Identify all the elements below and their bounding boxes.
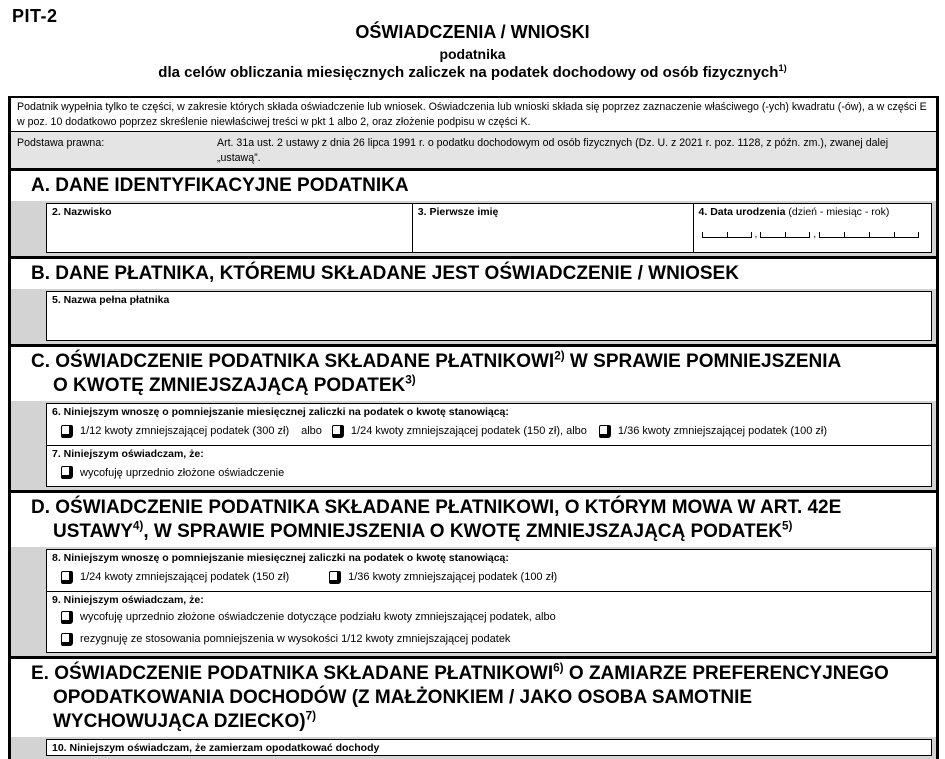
option-label-1-12: 1/12 kwoty zmniejszającej podatek (300 zł) (80, 425, 290, 438)
date-separator: , (813, 228, 817, 240)
form-code: PIT-2 (12, 6, 58, 26)
legal-basis-label: Podstawa prawna: (17, 137, 105, 149)
filling-instructions: Podatnik wypełnia tylko te części, w zakresie których składa oświadczenie lub wniosek. Oświadczenia lub wnioski składa się poprzez zaznaczenie właściwego (-ych) kwadratu (-ów), a w części E w poz. 10 dodatkowo poprzez skreślenie niewłaściwej treści w pkt 1 albo 2, oraz złożenie podpisu w części K. (11, 96, 936, 131)
checkbox-1-36-amount[interactable] (599, 425, 611, 438)
form-masthead (0, 0, 945, 96)
footnote-ref-1: 1) (778, 63, 787, 73)
section-b-body (11, 289, 936, 344)
field-9-label: 9. Niniejszym oświadczam, że: (52, 593, 204, 606)
section-d-title: D. OŚWIADCZENIE PODATNIKA SKŁADANE PŁATNIKOWI, O KTÓRYM MOWA W ART. 42E USTAWY$^{4)}$, W SPRAWIE POMNIEJSZENIA O KWOTĘ ZMNIEJSZAJĄCĄ PODATEK$^{5)}$ (11, 493, 936, 547)
year-cells[interactable] (819, 232, 919, 238)
birth-date-label: 4. Data urodzenia (dzień - miesiąc - rok) (698, 206, 890, 218)
option-label-resign: rezygnuję ze stosowania pomniejszenia w wysokości 1/12 kwoty zmniejszającej podatek (80, 633, 511, 646)
option-label-1-36: 1/36 kwoty zmniejszającej podatek (100 zł) (617, 425, 828, 438)
section-e-title: E. OŚWIADCZENIE PODATNIKA SKŁADANE PŁATNIKOWI$^{6)}$ O ZAMIARZE PREFERENCYJNEGO OPODATKOWANIA DOCHODÓW (Z MAŁŻONKIEM / JAKO OSOBA SAMOTNIE WYCHOWUJĄCA DZIECKO)$^{7)}$ (11, 659, 936, 737)
surname-label: 2. Nazwisko (52, 206, 112, 218)
section-c-title: C. OŚWIADCZENIE PODATNIKA SKŁADANE PŁATNIKOWI$^{2)}$ W SPRAWIE POMNIEJSZENIA O KWOTĘ ZMNIEJSZAJĄCĄ PODATEK$^{3)}$ (11, 347, 936, 401)
field-8 (46, 549, 932, 592)
option-label-withdraw-split: wycofuję uprzednio złożone oświadczenie dotyczące podziału kwoty zmniejszającej podatek, albo (80, 611, 556, 624)
checkbox-1-12-amount[interactable] (61, 425, 73, 438)
checkbox-d-1-24-amount[interactable] (61, 571, 73, 584)
option-label-d-1-36: 1/36 kwoty zmniejszającej podatek (100 zł) (348, 571, 558, 584)
footnote-ref-7: 7) (305, 709, 317, 723)
option-label-withdraw: wycofuję uprzednio złożone oświadczenie (80, 466, 285, 479)
footnote-ref-5: 5) (782, 519, 793, 533)
field-10 (46, 739, 932, 757)
field-8-options (47, 566, 931, 591)
option-label-1-24: 1/24 kwoty zmniejszającej podatek (150 zł), albo (350, 425, 587, 438)
field-7-options (47, 461, 931, 486)
field-9-option-1 (47, 608, 931, 630)
legal-basis-text: Art. 31a ust. 2 ustawy z dnia 26 lipca 1991 r. o podatku dochodowym od osób fizycznych (Dz. U. z 2021 r. poz. 1128, z późn. zm.), zwanej dalej „ustawą”. (217, 137, 889, 164)
section-c (11, 344, 936, 490)
payer-name-label: 5. Nazwa pełna płatnika (52, 294, 170, 306)
checkbox-d-1-36-amount[interactable] (329, 571, 341, 584)
field-6-label: 6. Niniejszym wnoszę o pomniejszanie miesięcznej zaliczki na podatek o kwotę stanowiącą: (52, 406, 509, 418)
joiner-albo: albo (301, 425, 322, 438)
field-6-options (47, 420, 931, 445)
field-7 (46, 445, 932, 488)
day-cells[interactable] (702, 232, 752, 238)
date-separator: , (754, 228, 758, 240)
section-e (11, 656, 936, 759)
checkbox-resign-reduction[interactable] (61, 633, 73, 646)
footnote-ref-6: 6) (553, 661, 564, 675)
checkbox-withdraw-split-statement[interactable] (61, 611, 73, 624)
field-8-label: 8. Niniejszym wnoszę o pomniejszanie miesięcznej zaliczki na podatek o kwotę stanowiącą: (52, 552, 509, 565)
field-9 (46, 591, 932, 653)
section-b-title: B. DANE PŁATNIKA, KTÓREMU SKŁADANE JEST OŚWIADCZENIE / WNIOSEK (11, 259, 936, 289)
payer-name-field[interactable] (46, 291, 932, 341)
first-name-label: 3. Pierwsze imię (417, 206, 499, 218)
option-label-d-1-24: 1/24 kwoty zmniejszającej podatek (150 zł) (80, 571, 290, 584)
section-a (11, 168, 936, 256)
section-b (11, 256, 936, 344)
first-name-field[interactable] (412, 203, 694, 253)
form-subtitle: podatnika (439, 46, 506, 62)
form-subtitle2: dla celów obliczania miesięcznych zaliczek na podatek dochodowy od osób fizycznych$^{1)}$ (158, 63, 787, 81)
form-title: OŚWIADCZENIA / WNIOSKI (355, 22, 590, 42)
field-7-label: 7. Niniejszym oświadczam, że: (52, 447, 204, 460)
section-a-title: A. DANE IDENTYFIKACYJNE PODATNIKA (11, 171, 936, 201)
footnote-ref-2: 2) (554, 349, 565, 363)
field-10-label: 10. Niniejszym oświadczam, że zamierzam opodatkować dochody (52, 741, 380, 754)
section-a-body (11, 201, 936, 256)
section-e-body (11, 737, 936, 759)
field-9-option-2 (47, 630, 931, 652)
footnote-ref-3: 3) (405, 373, 416, 387)
footnote-ref-4: 4) (132, 519, 144, 533)
checkbox-withdraw-statement[interactable] (61, 466, 73, 479)
section-d-body (11, 547, 936, 655)
identity-row (46, 203, 932, 253)
birth-date-hint: (dzień - miesiąc - rok) (788, 206, 890, 218)
checkbox-1-24-amount[interactable] (332, 425, 344, 438)
field-6 (46, 403, 932, 446)
month-cells[interactable] (760, 232, 810, 238)
birth-date-comb-input[interactable] (694, 228, 931, 243)
form-frame (8, 96, 939, 759)
section-c-body (11, 401, 936, 490)
birth-date-field[interactable] (693, 203, 932, 253)
legal-basis-row (11, 131, 936, 168)
surname-field[interactable] (46, 203, 413, 253)
section-d (11, 490, 936, 655)
